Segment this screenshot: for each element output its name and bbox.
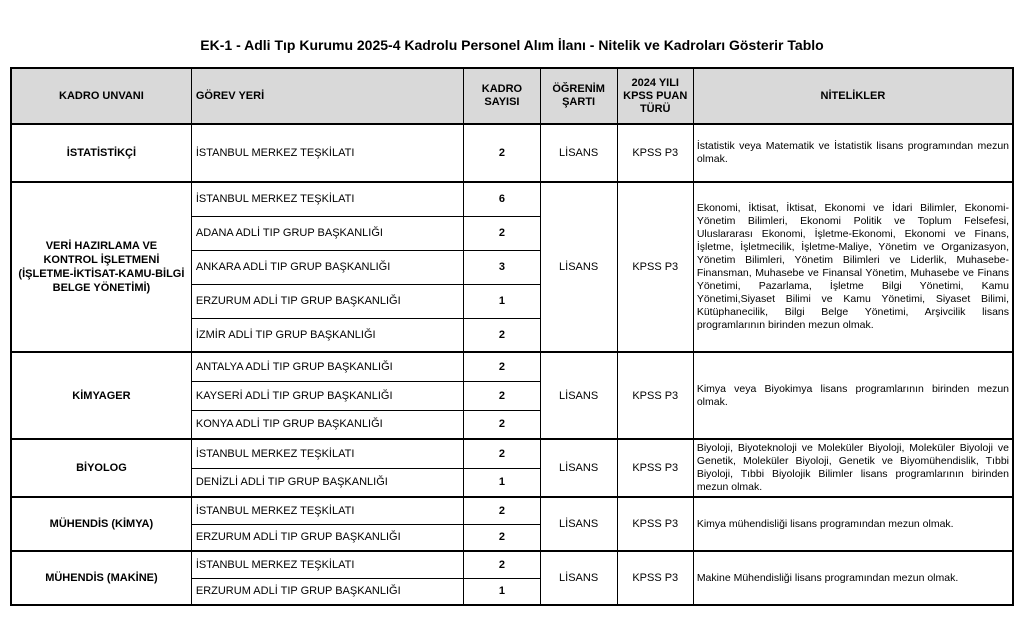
kadro-unvani-cell: VERİ HAZIRLAMA VE KONTROL İŞLETMENİ (İŞLETME-İKTİSAT-KAMU-BİLGİ BELGE YÖNETİMİ) (11, 182, 191, 352)
kadro-sayisi-cell: 2 (464, 124, 540, 182)
kadro-sayisi-cell: 1 (464, 468, 540, 497)
page-title: EK-1 - Adli Tıp Kurumu 2025-4 Kadrolu Personel Alım İlanı - Nitelik ve Kadroları Gösterir Tablo (200, 37, 824, 53)
ogrenim-sarti-cell: LİSANS (540, 124, 617, 182)
gorev-yeri-cell: İSTANBUL MERKEZ TEŞKİLATI (191, 182, 464, 216)
nitelikler-cell: Biyoloji, Biyoteknoloji ve Moleküler Biyoloji, Moleküler Biyoloji ve Genetik, Moleküler Biyoloji, Genetik ve Biyomühendislik, Tıbbi Biyoloji, Tıbbi Biyolojik Bilimler lisans programlarının birinden mezun olmak. (693, 439, 1013, 497)
gorev-yeri-cell: İSTANBUL MERKEZ TEŞKİLATI (191, 497, 464, 524)
gorev-yeri-cell: DENİZLİ ADLİ TIP GRUP BAŞKANLIĞI (191, 468, 464, 497)
gorev-yeri-cell: İSTANBUL MERKEZ TEŞKİLATI (191, 551, 464, 578)
kadro-sayisi-cell: 2 (464, 216, 540, 250)
table-row (11, 352, 1013, 381)
table-row (11, 551, 1013, 578)
kadro-sayisi-cell: 1 (464, 578, 540, 605)
kpss-puan-turu-cell: KPSS P3 (617, 182, 693, 352)
table-body (11, 124, 1013, 605)
ogrenim-sarti-cell: LİSANS (540, 497, 617, 551)
kadro-sayisi-cell: 2 (464, 524, 540, 551)
table-row (11, 497, 1013, 524)
col-header-nitelikler: NİTELİKLER (693, 68, 1013, 124)
gorev-yeri-cell: ERZURUM ADLİ TIP GRUP BAŞKANLIĞI (191, 284, 464, 318)
col-header-kadro-sayisi: KADRO SAYISI (464, 68, 540, 124)
kadro-unvani-cell: MÜHENDİS (MAKİNE) (11, 551, 191, 605)
kadro-sayisi-cell: 2 (464, 410, 540, 439)
gorev-yeri-cell: ANKARA ADLİ TIP GRUP BAŞKANLIĞI (191, 250, 464, 284)
table-row (11, 182, 1013, 216)
personnel-table (10, 67, 1014, 606)
gorev-yeri-cell: İZMİR ADLİ TIP GRUP BAŞKANLIĞI (191, 318, 464, 352)
kpss-puan-turu-cell: KPSS P3 (617, 439, 693, 497)
col-header-gorev-yeri: GÖREV YERİ (191, 68, 464, 124)
nitelikler-cell: Kimya mühendisliği lisans programından mezun olmak. (693, 497, 1013, 551)
ogrenim-sarti-cell: LİSANS (540, 439, 617, 497)
kadro-sayisi-cell: 2 (464, 381, 540, 410)
gorev-yeri-cell: KONYA ADLİ TIP GRUP BAŞKANLIĞI (191, 410, 464, 439)
col-header-kpss-puan-turu: 2024 YILI KPSS PUAN TÜRÜ (617, 68, 693, 124)
gorev-yeri-cell: ADANA ADLİ TIP GRUP BAŞKANLIĞI (191, 216, 464, 250)
kadro-unvani-cell: KİMYAGER (11, 352, 191, 439)
kadro-sayisi-cell: 2 (464, 352, 540, 381)
kpss-puan-turu-cell: KPSS P3 (617, 551, 693, 605)
kpss-puan-turu-cell: KPSS P3 (617, 124, 693, 182)
ogrenim-sarti-cell: LİSANS (540, 352, 617, 439)
kadro-sayisi-cell: 2 (464, 497, 540, 524)
gorev-yeri-cell: ERZURUM ADLİ TIP GRUP BAŞKANLIĞI (191, 578, 464, 605)
nitelikler-cell: Ekonomi, İktisat, İktisat, Ekonomi ve İdari Bilimler, Ekonomi-Yönetim Bilimleri, Ekonomi Politik ve Toplum Felsefesi, Uluslararası Ekonomi, İşletme-Ekonomi, Ekonomi ve Finans, İşletme, İşletmecilik, İşletme-Maliye, Yönetim ve Organizasyon, Yönetim Bilimleri, Yönetim Bilimleri ve Liderlik, Muhasebe-Finansman, Muhasebe ve Finansal Yönetim, Muhasebe ve Finans Yönetimi, Pazarlama, İşletme Bilgi Yönetimi, Kamu Yönetimi,Siyaset Bilimi ve Kamu Yönetimi, Siyaset Bilimi, Kütüphanecilik, Bilgi Belge Yönetimi, Arşivcilik lisans programlarının birinden mezun olmak. (693, 182, 1013, 352)
kadro-sayisi-cell: 2 (464, 318, 540, 352)
kadro-unvani-cell: İSTATİSTİKÇİ (11, 124, 191, 182)
table-row (11, 124, 1013, 182)
gorev-yeri-cell: KAYSERİ ADLİ TIP GRUP BAŞKANLIĞI (191, 381, 464, 410)
gorev-yeri-cell: ANTALYA ADLİ TIP GRUP BAŞKANLIĞI (191, 352, 464, 381)
kadro-sayisi-cell: 6 (464, 182, 540, 216)
kadro-unvani-cell: BİYOLOG (11, 439, 191, 497)
kpss-puan-turu-cell: KPSS P3 (617, 497, 693, 551)
gorev-yeri-cell: İSTANBUL MERKEZ TEŞKİLATI (191, 439, 464, 468)
gorev-yeri-cell: İSTANBUL MERKEZ TEŞKİLATI (191, 124, 464, 182)
ogrenim-sarti-cell: LİSANS (540, 182, 617, 352)
gorev-yeri-cell: ERZURUM ADLİ TIP GRUP BAŞKANLIĞI (191, 524, 464, 551)
kadro-sayisi-cell: 2 (464, 551, 540, 578)
kadro-unvani-cell: MÜHENDİS (KİMYA) (11, 497, 191, 551)
ogrenim-sarti-cell: LİSANS (540, 551, 617, 605)
col-header-ogrenim-sarti: ÖĞRENİM ŞARTI (540, 68, 617, 124)
kadro-sayisi-cell: 1 (464, 284, 540, 318)
kadro-sayisi-cell: 3 (464, 250, 540, 284)
table-row (11, 439, 1013, 468)
nitelikler-cell: Makine Mühendisliği lisans programından mezun olmak. (693, 551, 1013, 605)
nitelikler-cell: Kimya veya Biyokimya lisans programlarının birinden mezun olmak. (693, 352, 1013, 439)
nitelikler-cell: İstatistik veya Matematik ve İstatistik lisans programından mezun olmak. (693, 124, 1013, 182)
kadro-sayisi-cell: 2 (464, 439, 540, 468)
kpss-puan-turu-cell: KPSS P3 (617, 352, 693, 439)
col-header-kadro-unvani: KADRO UNVANI (11, 68, 191, 124)
table-header-row (11, 68, 1013, 124)
